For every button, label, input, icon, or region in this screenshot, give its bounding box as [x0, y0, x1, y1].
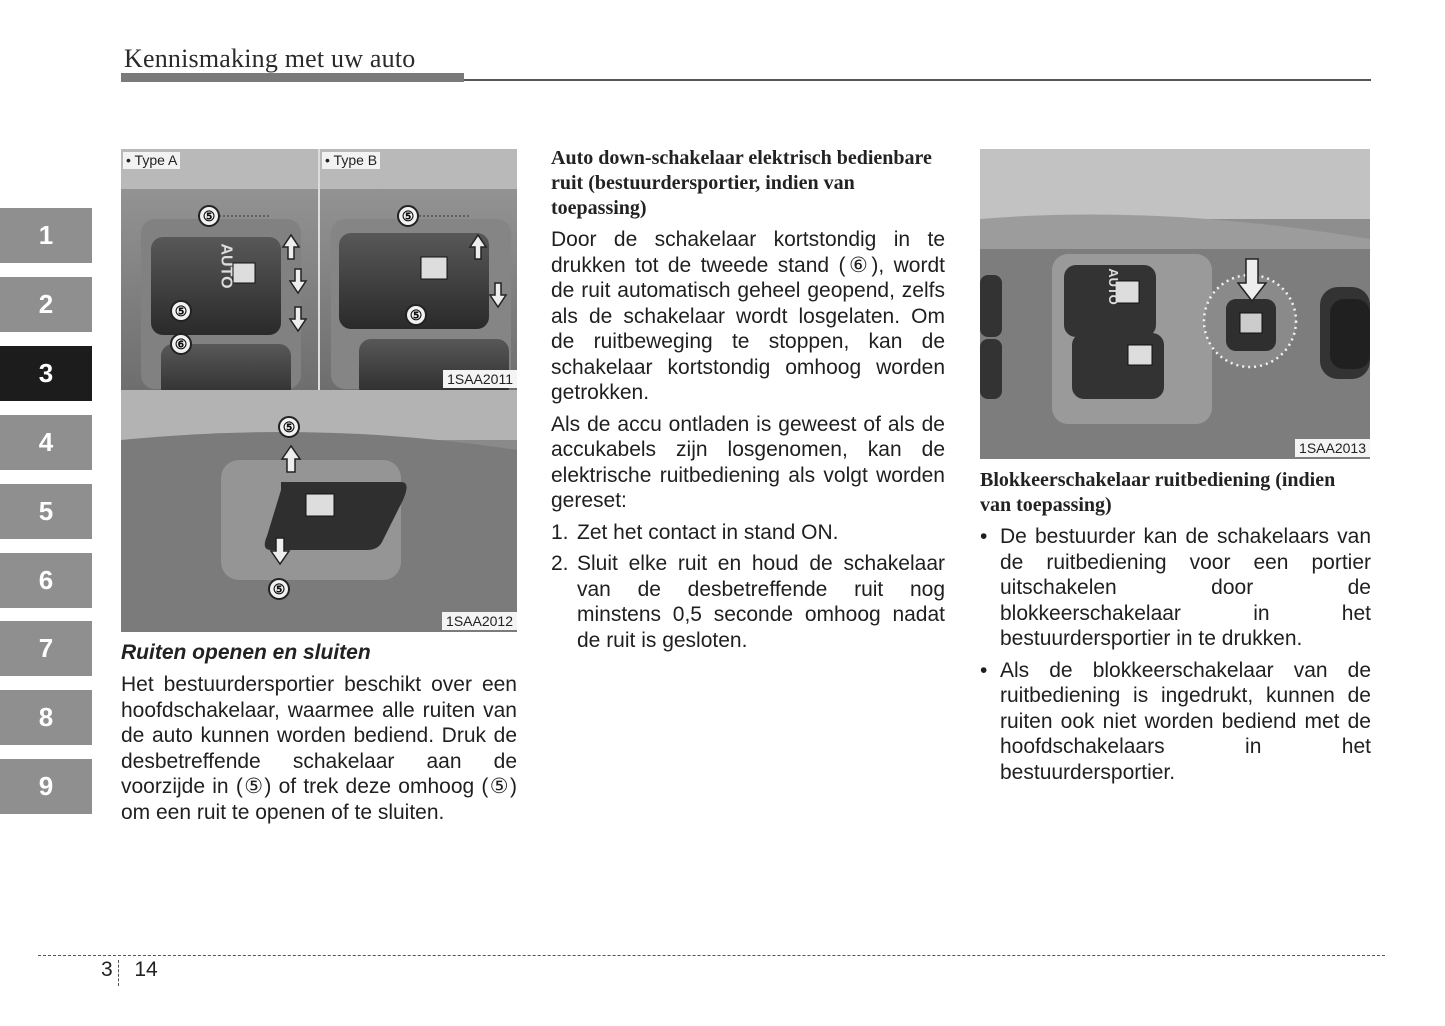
chapter-tab-9[interactable]: 9: [0, 759, 92, 814]
left-column: [121, 640, 517, 825]
bullet-mark: •: [980, 525, 988, 548]
right-column: [980, 468, 1371, 785]
figure-code: 1SAA2011: [443, 370, 517, 388]
list-item: [551, 551, 945, 653]
bullet-mark: •: [980, 658, 988, 682]
chapter-tab-1[interactable]: 1: [0, 208, 92, 263]
bullet-text: De bestuurder kan de schakelaars van de ruitbediening voor een portier uitschakelen door de blokkeerschakelaar in het bestuurdersportier in te drukken.: [1000, 525, 1371, 650]
figure-code: 1SAA2012: [442, 612, 517, 630]
chapter-tab-4[interactable]: 4: [0, 415, 92, 470]
section-heading: Auto down-schakelaar elektrisch bedienbare ruit (bestuurdersportier, indien van toepassing): [551, 147, 932, 219]
marker-5: ⑤: [268, 578, 290, 600]
section-heading: Blokkeerschakelaar ruitbediening (indien van toepassing): [980, 469, 1336, 516]
list-number: 2.: [551, 552, 569, 575]
marker-5: ⑤: [278, 416, 300, 438]
bullet-text: Als de blokkeerschakelaar van de ruitbediening is ingedrukt, kunnen de ruiten ook niet worden bediend met de hoofdschakelaars in het bestuurdersportier.: [1000, 658, 1371, 784]
bullet-item: [980, 658, 1371, 786]
list-item: [551, 520, 945, 546]
footer-rule: [38, 955, 1385, 956]
marker-5: ⑤: [397, 205, 419, 227]
header-rule: [464, 79, 1371, 81]
page-number: [101, 958, 158, 982]
page-header: [121, 38, 1371, 88]
list-text: Sluit elke ruit en houd de schakelaar van de desbetreffende ruit nog minstens 0,5 seconde omhoog nadat de ruit is gesloten.: [577, 552, 945, 652]
bullet-item: [980, 524, 1371, 652]
figure-lock-switch-illustration: [980, 149, 1370, 459]
header-bar: [121, 73, 464, 82]
chapter-tab-2[interactable]: 2: [0, 277, 92, 332]
list-number: 1.: [551, 520, 569, 544]
section-title: Kennismaking met uw auto: [124, 44, 416, 73]
figure-window-switch-types: [121, 149, 517, 390]
figure-window-switch-operation: [121, 390, 517, 632]
list-text: Zet het contact in stand ON.: [577, 520, 839, 544]
auto-label: AUTO: [217, 243, 235, 289]
figure-lock-switch: [980, 149, 1370, 459]
chapter-tab-7[interactable]: 7: [0, 621, 92, 676]
marker-5: ⑤: [198, 205, 220, 227]
middle-column: [551, 146, 945, 653]
figure-label-type-b: • Type B: [322, 152, 380, 169]
body-paragraph: Als de accu ontladen is geweest of als de accukabels zijn losgenomen, kan de elektrische ruitbediening als volgt worden gereset:: [551, 412, 945, 512]
figure-window-switch-operation-illustration: [121, 390, 517, 632]
figure-label-type-a: • Type A: [123, 152, 180, 169]
marker-5: ⑤: [170, 300, 192, 322]
chapter-tab-5[interactable]: 5: [0, 484, 92, 539]
chapter-tab-6[interactable]: 6: [0, 553, 92, 608]
section-heading: Ruiten openen en sluiten: [121, 641, 371, 664]
marker-5: ⑤: [405, 304, 427, 326]
body-paragraph: Het bestuurdersportier beschikt over een hoofdschakelaar, waarmee alle ruiten van de auto kunnen worden bediend. Druk de desbetreffende schakelaar aan de voorzijde in (⑤) of trek deze omhoog (⑤) om een ruit te openen of te sluiten.: [121, 673, 517, 824]
figure-code: 1SAA2013: [1295, 439, 1370, 457]
footer-separator: [118, 960, 119, 986]
chapter-number: 3: [101, 958, 113, 981]
marker-6: ⑥: [170, 333, 192, 355]
chapter-tab-3[interactable]: 3: [0, 346, 92, 401]
page-number-value: 14: [134, 958, 158, 981]
auto-label: AUTO: [1105, 268, 1121, 305]
body-paragraph: Door de schakelaar kortstondig in te drukken tot de tweede stand (⑥), wordt de ruit automatisch geheel geopend, zelfs als de schakelaar wordt losgelaten. Om de ruitbeweging te stoppen, kan de schakelaar kortstondig omhoog worden getrokken.: [551, 228, 945, 404]
chapter-tab-8[interactable]: 8: [0, 690, 92, 745]
